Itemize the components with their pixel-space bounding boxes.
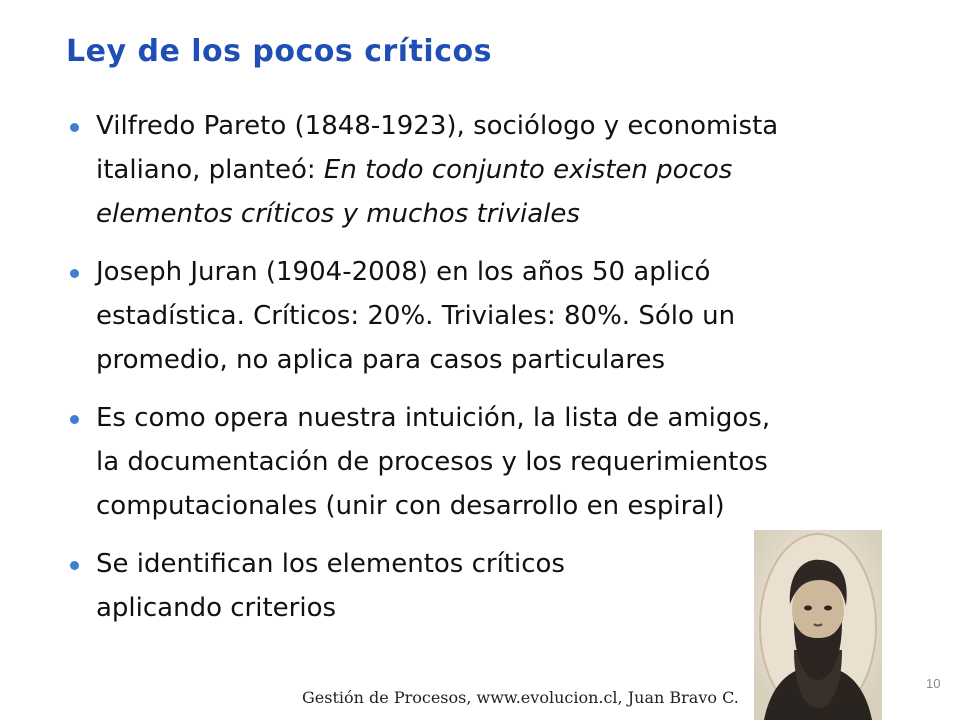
bullet-text-italic: elementos críticos y muchos triviales — [96, 199, 580, 229]
bullet-item — [70, 250, 900, 382]
bullet-dot-icon — [70, 561, 79, 570]
bullet-line: Se identifican los elementos críticos — [96, 549, 565, 579]
bullet-text-italic: En todo conjunto existen pocos — [323, 155, 733, 185]
portrait-illustration — [754, 530, 882, 720]
bullet-text: Vilfredo Pareto (1848-1923), sociólogo y economista — [96, 111, 779, 141]
bullet-item — [70, 104, 900, 236]
bullet-line: promedio, no aplica para casos particulares — [96, 345, 665, 375]
bullet-line: estadística. Críticos: 20%. Triviales: 80%. Sólo un — [96, 301, 736, 331]
portrait-photo — [754, 530, 882, 720]
bullet-line: aplicando criterios — [96, 593, 337, 623]
slide-title: Ley de los pocos críticos — [66, 34, 492, 69]
bullet-line: Joseph Juran (1904-2008) en los años 50 aplicó — [96, 257, 711, 287]
bullet-line: Es como opera nuestra intuición, la lista de amigos, — [96, 403, 771, 433]
bullet-item — [70, 396, 900, 528]
bullet-line: la documentación de procesos y los requerimientos — [96, 447, 768, 477]
bullet-line: computacionales (unir con desarrollo en espiral) — [96, 491, 725, 521]
bullet-line — [96, 148, 900, 192]
bullet-dot-icon — [70, 269, 79, 278]
bullet-text: italiano, planteó: — [96, 155, 324, 185]
bullet-line — [96, 104, 900, 148]
bullet-dot-icon — [70, 123, 79, 132]
bullet-dot-icon — [70, 415, 79, 424]
slide-footer: Gestión de Procesos, www.evolucion.cl, Juan Bravo C. — [302, 688, 739, 707]
bullet-line — [96, 192, 900, 236]
page-number: 10 — [926, 676, 941, 691]
